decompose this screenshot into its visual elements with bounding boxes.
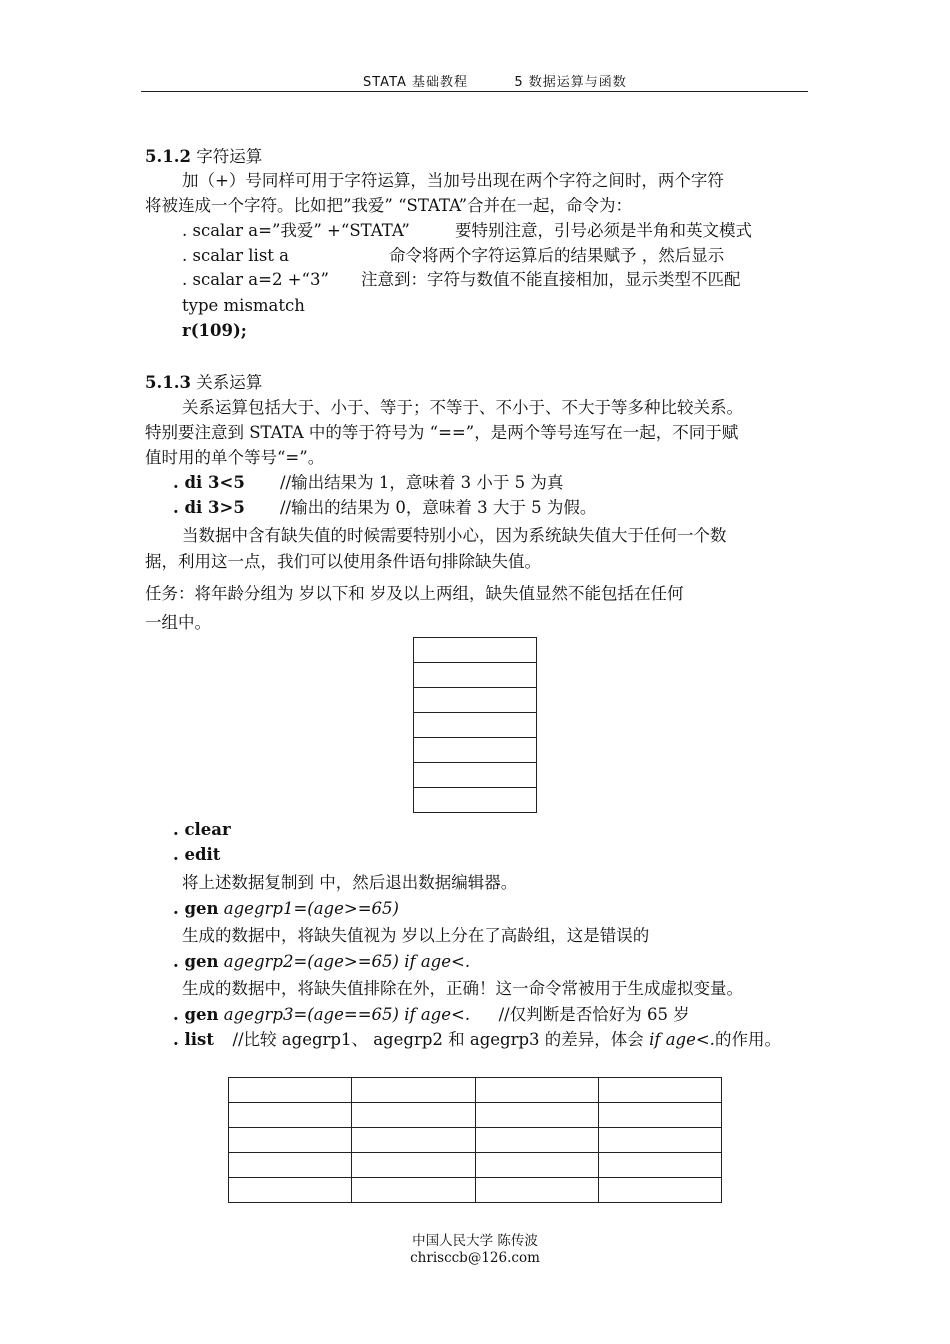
section-number: 5.1.2	[145, 147, 191, 166]
section-heading-513	[145, 371, 262, 395]
paragraph-line: 加（+）号同样可用于字符运算，当加号出现在两个字符之间时，两个字符	[182, 171, 724, 190]
section-heading-512	[145, 145, 262, 169]
table-cell	[414, 663, 537, 688]
page-footer	[375, 1233, 575, 1267]
command-line: . scalar a=2 +“3”	[182, 270, 329, 289]
command-line: . di 3>5	[173, 498, 245, 517]
command-line: . clear	[173, 820, 231, 839]
footer-author: 中国人民大学 陈传波	[412, 1233, 538, 1249]
table-cell	[352, 1103, 475, 1128]
header-rule	[141, 91, 808, 92]
header-right: 5 数据运算与函数	[514, 75, 627, 90]
paragraph-line: 值时用的单个等号“=”。	[145, 448, 325, 467]
paragraph-line: 将被连成一个字符。比如把”我爱” “STATA”合并在一起，命令为：	[145, 196, 632, 215]
table-cell	[352, 1178, 475, 1203]
header-left: STATA 基础教程	[363, 75, 469, 90]
table-cell	[475, 1078, 598, 1103]
comment-expression: if age<.	[649, 1030, 715, 1049]
section-number: 5.1.3	[145, 373, 191, 392]
comment: 要特别注意，引号必须是半角和英文模式	[455, 221, 752, 240]
paragraph-line: 关系运算包括大于、小于、等于；不等于、不小于、不大于等多种比较关系。	[182, 398, 743, 417]
table-cell	[598, 1128, 721, 1153]
table-cell	[475, 1128, 598, 1153]
table-cell	[229, 1178, 352, 1203]
command-line	[173, 1028, 781, 1052]
section-title: 关系运算	[196, 373, 263, 392]
table-cell	[414, 738, 537, 763]
section-title: 字符运算	[196, 147, 263, 166]
table-cell	[352, 1153, 475, 1178]
paragraph-line: 特别要注意到 STATA 中的等于符号为 “==”，是两个等号连写在一起，不同于赋	[145, 423, 739, 442]
age-data-table	[413, 637, 537, 813]
table-cell	[229, 1153, 352, 1178]
command-keyword: . list	[173, 1030, 214, 1049]
note-line: 生成的数据中，将缺失值排除在外，正确！这一命令常被用于生成虚拟变量。	[182, 979, 743, 998]
list-output-table	[228, 1077, 722, 1203]
command-expression: agegrp2=(age>=65) if age<.	[223, 952, 471, 971]
command-line: . scalar a=”我爱” +“STATA”	[182, 221, 410, 240]
output-line: type mismatch	[182, 296, 305, 315]
comment: //比较 agegrp1、 agegrp2 和 agegrp3 的差异，体会	[232, 1030, 644, 1049]
paragraph-line: 据，利用这一点，我们可以使用条件语句排除缺失值。	[145, 552, 541, 571]
command-line: . di 3<5	[173, 473, 245, 492]
table-cell	[598, 1178, 721, 1203]
table-cell	[598, 1103, 721, 1128]
table-cell	[598, 1153, 721, 1178]
note-line: 生成的数据中，将缺失值视为 岁以上分在了高龄组，这是错误的	[182, 926, 650, 945]
command-line: . edit	[173, 845, 221, 864]
table-cell	[414, 788, 537, 813]
table-cell	[352, 1078, 475, 1103]
note-line: 将上述数据复制到 中，然后退出数据编辑器。	[182, 873, 518, 892]
output-line: r(109);	[182, 321, 247, 340]
comment: 命令将两个字符运算后的结果赋予 ，然后显示	[389, 246, 725, 265]
command-line: . scalar list a	[182, 246, 290, 265]
table-cell	[414, 688, 537, 713]
table-cell	[229, 1078, 352, 1103]
comment: //仅判断是否恰好为 65 岁	[498, 1005, 690, 1024]
comment: //输出结果为 1，意味着 3 小于 5 为真	[280, 473, 564, 492]
table-cell	[229, 1103, 352, 1128]
table-cell	[414, 763, 537, 788]
command-keyword: . gen	[173, 1005, 219, 1024]
page-header	[363, 71, 627, 90]
command-expression: agegrp1=(age>=65)	[223, 899, 399, 918]
table-cell	[475, 1103, 598, 1128]
command-expression: agegrp3=(age==65) if age<.	[223, 1005, 471, 1024]
table-cell	[352, 1128, 475, 1153]
command-keyword: . gen	[173, 952, 219, 971]
table-cell	[414, 638, 537, 663]
task-line: 一组中。	[145, 613, 211, 632]
task-line: 任务：将年龄分组为 岁以下和 岁及以上两组，缺失值显然不能包括在任何	[145, 584, 684, 603]
command-line	[173, 897, 399, 921]
table-cell	[598, 1078, 721, 1103]
table-cell	[414, 713, 537, 738]
table-cell	[475, 1153, 598, 1178]
comment: 的作用。	[714, 1030, 781, 1049]
command-keyword: . gen	[173, 899, 219, 918]
command-line	[173, 1003, 690, 1027]
paragraph-line: 当数据中含有缺失值的时候需要特别小心，因为系统缺失值大于任何一个数	[182, 526, 727, 545]
comment: //输出的结果为 0，意味着 3 大于 5 为假。	[280, 498, 597, 517]
footer-email: chriscc​b@126.com	[410, 1250, 540, 1266]
comment: 注意到：字符与数值不能直接相加，显示类型不匹配	[361, 270, 741, 289]
table-cell	[475, 1178, 598, 1203]
table-cell	[229, 1128, 352, 1153]
command-line	[173, 950, 470, 974]
